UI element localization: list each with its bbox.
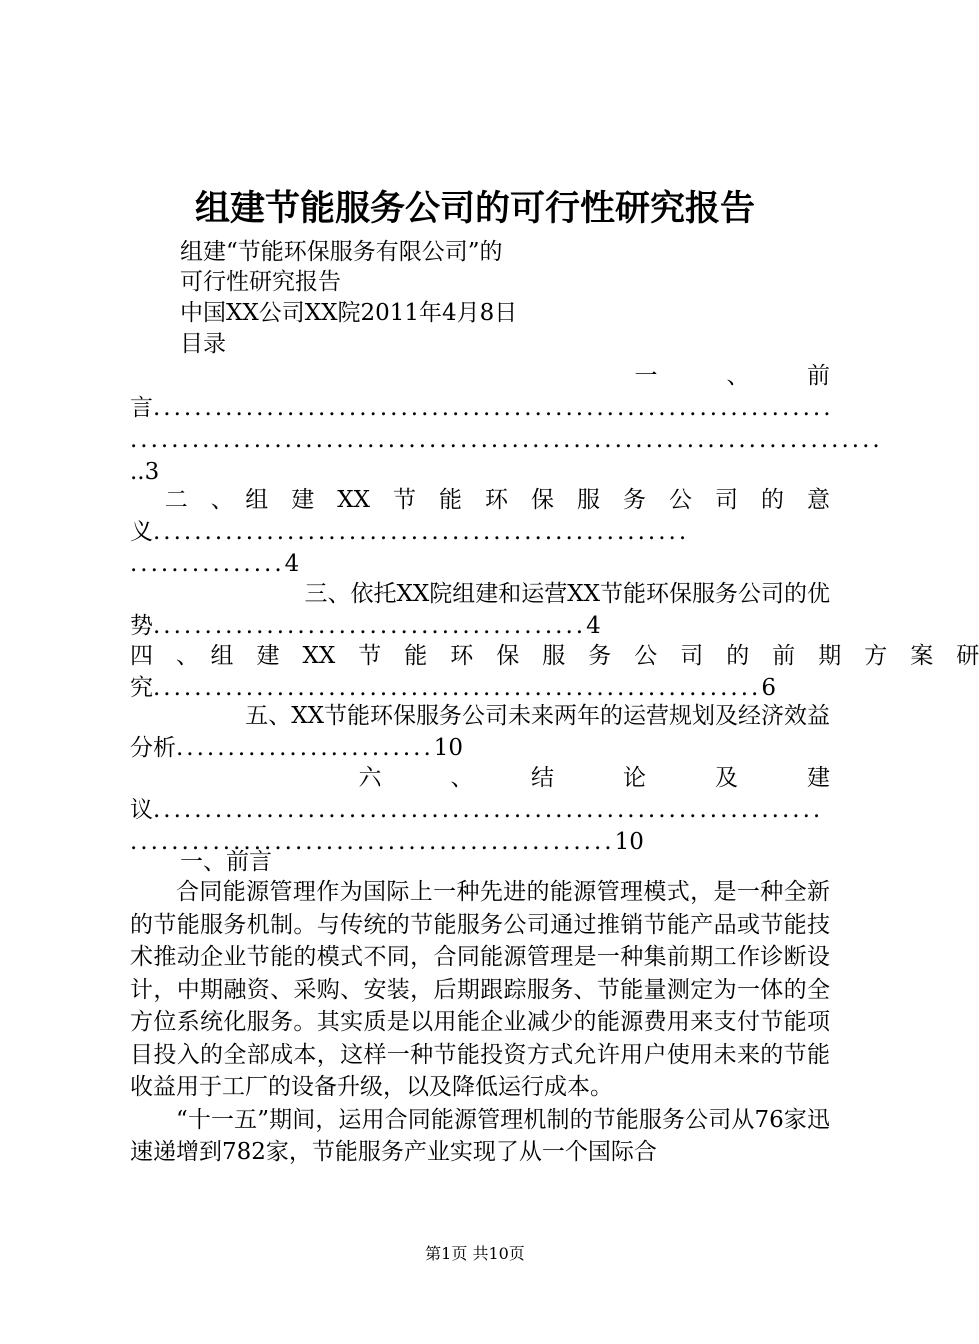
toc-entry-1-line2: 言.................................................................. xyxy=(130,395,834,421)
toc-entry-2[interactable] xyxy=(130,484,830,580)
toc-entry-3-line2: 势..........................................4 xyxy=(130,613,601,639)
paragraph-1: 合同能源管理作为国际上一种先进的能源管理模式，是一种全新的节能服务机制。与传统的节能服务公司通过推销节能产品或节能技术推动企业节能的模式不同，合同能源管理是一种集前期工作诊断设计，中期融资、采购、安装，后期跟踪服务、节能量测定为一体的全方位系统化服务。其实质是以用能企业减少的能源费用来支付节能项目投入的全部成本，这样一种节能投资方式允许用户使用未来的节能收益用于工厂的设备升级，以及降低运行成本。 xyxy=(130,879,830,1100)
author-date-line: 中国XX公司XX院2011年4月8日 xyxy=(180,300,518,326)
toc-entry-4-line2: 究...........................................................6 xyxy=(130,675,776,701)
toc-entry-6-line3: ...............................................10 xyxy=(130,829,644,855)
toc-entry-1-line3: ......................................................................... xyxy=(130,427,883,453)
toc-heading: 目录 xyxy=(180,331,226,357)
toc-entry-6-line2: 议................................................................. xyxy=(130,797,824,823)
toc-entry-1-lead: 一 、 前 xyxy=(634,363,830,389)
subtitle-line-2: 可行性研究报告 xyxy=(180,269,341,295)
toc-entry-3[interactable] xyxy=(130,578,830,642)
toc-entry-1-page-number: ..3 xyxy=(130,459,160,485)
toc-entry-6[interactable] xyxy=(130,762,830,858)
document-title: 组建节能服务公司的可行性研究报告 xyxy=(194,188,755,229)
section-1-heading: 一、前言 xyxy=(180,849,272,875)
toc-entry-5-lead: 五、XX节能环保服务公司未来两年的运营规划及经济效益 xyxy=(245,703,830,729)
toc-entry-2-line2: 义.................................................... xyxy=(130,519,690,545)
toc-entry-4-lead: 四 、 组 建 XX 节 能 环 保 服 务 公 司 的 前 期 方 案 研 xyxy=(130,643,979,669)
toc-entry-1[interactable] xyxy=(130,360,883,488)
toc-entry-5-line2: 分析.........................10 xyxy=(130,735,464,761)
toc-entry-5[interactable] xyxy=(130,700,830,764)
toc-entry-2-line3: ...............4 xyxy=(130,551,300,577)
toc-entry-4[interactable] xyxy=(130,640,979,704)
page-footer: 第1页 共10页 xyxy=(425,1244,525,1263)
subtitle-line-1: 组建“节能环保服务有限公司”的 xyxy=(180,239,503,265)
paragraph-2: “十一五”期间，运用合同能源管理机制的节能服务公司从76家迅速递增到782家，节能服务产业实现了从一个国际合 xyxy=(130,1106,830,1165)
toc-entry-2-lead: 二 、 组 建 XX 节 能 环 保 服 务 公 司 的 意 xyxy=(164,487,830,513)
toc-entry-3-lead: 三、依托XX院组建和运营XX节能环保服务公司的优 xyxy=(304,581,830,607)
body-text xyxy=(130,876,830,1169)
toc-entry-6-lead: 六 、 结 论 及 建 xyxy=(358,765,830,791)
